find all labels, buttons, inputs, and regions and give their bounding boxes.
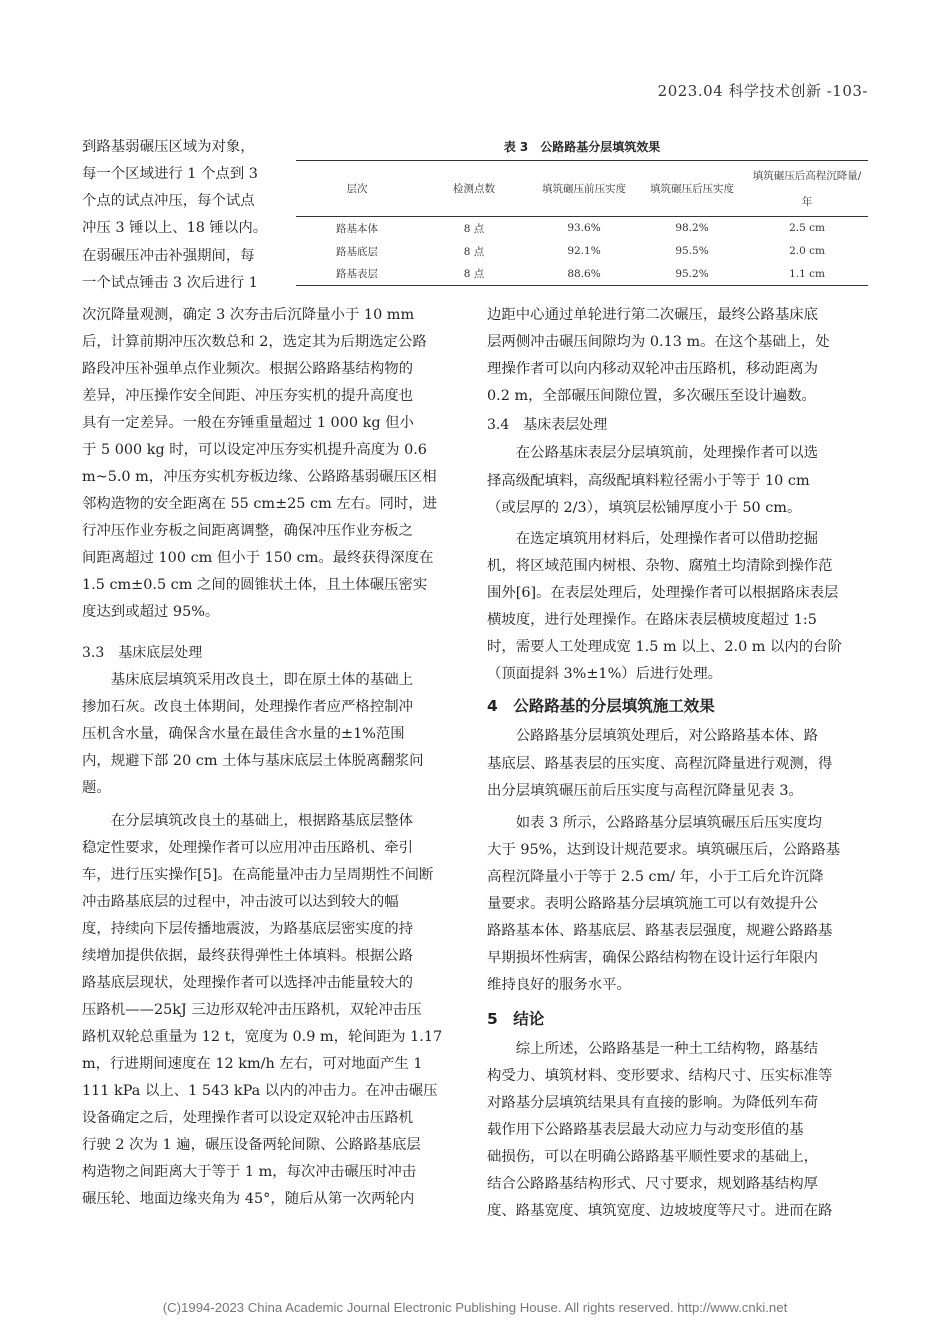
table-row bbox=[296, 263, 868, 286]
left-line-16: 间距离超过 100 cm 但小于 150 cm。最终获得深度在 bbox=[82, 550, 434, 566]
table-cell: 98.2% bbox=[675, 222, 709, 235]
table-caption: 表 3 公路路基分层填筑效果 bbox=[503, 140, 661, 154]
left-line-39: 碾压轮、地面边缘夹角为 45°，随后从第一次两轮内 bbox=[82, 1191, 415, 1207]
left-line-37: 行驶 2 次为 1 遍，碾压设备两轮间隙、公路路基底层 bbox=[82, 1137, 421, 1153]
right-line-31: 础损伤，可以在明确公路路基平顺性要求的基础上， bbox=[487, 1149, 818, 1165]
right-line-29: 对路基分层填筑结果具有直接的影响。为降低列车荷 bbox=[487, 1095, 818, 1111]
left-line-27 bbox=[82, 862, 433, 888]
table-header-cell: 填筑碾压后高程沉降量/年 bbox=[752, 169, 862, 208]
left-line-18: 度达到或超过 95%。 bbox=[82, 604, 220, 620]
left-line-34: m，行进期间速度在 12 km/h 左右，可对地面产生 1 bbox=[82, 1056, 423, 1072]
table-cell: 2.0 cm bbox=[789, 245, 825, 257]
right-line-2: 层两侧冲击碾压间隙均为 0.13 m。在这个基础上，处 bbox=[487, 334, 830, 350]
section-5-heading: 5 结论 bbox=[487, 1010, 545, 1028]
right-line-33: 度、路基宽度、填筑宽度、边坡坡度等尺寸。进而在路 bbox=[487, 1203, 833, 1219]
table-cell: 路基本体 bbox=[336, 222, 378, 235]
right-line-13: 时，需要人工处理成宽 1.5 m 以上、2.0 m 以内的台阶 bbox=[487, 639, 842, 655]
table-row bbox=[296, 240, 868, 263]
table-cell: 92.1% bbox=[567, 245, 601, 257]
left-line-1: 到路基弱碾压区域为对象， bbox=[82, 139, 255, 155]
left-line-26: 稳定性要求，处理操作者可以应用冲击压路机、牵引 bbox=[82, 840, 413, 856]
table-cell: 2.5 cm bbox=[789, 222, 825, 235]
left-line-33: 路机双轮总重量为 12 t，宽度为 0.9 m，轮间距为 1.17 bbox=[82, 1029, 443, 1045]
right-line-17: 基底层、路基表层的压实度、高程沉降量进行观测，得 bbox=[487, 756, 833, 772]
left-line-21: 掺加石灰。改良土体期间，处理操作者应严格控制冲 bbox=[82, 699, 413, 715]
right-line-1: 边距中心通过单轮进行第二次碾压，最终公路基床底 bbox=[487, 307, 818, 323]
left-line-38: 构造物之间距离大于等于 1 m，每次冲击碾压时冲击 bbox=[82, 1164, 417, 1180]
right-line-28: 构受力、填筑材料、变形要求、结构尺寸、压实标准等 bbox=[487, 1068, 833, 1084]
table-cell: 路基底层 bbox=[336, 245, 378, 258]
right-line-7: 择高级配填料，高级配填料粒径需小于等于 10 cm bbox=[487, 473, 810, 489]
right-line-16: 公路路基分层填筑处理后，对公路路基本体、路 bbox=[487, 728, 818, 744]
left-line-35: 111 kPa 以上、1 543 kPa 以内的冲击力。在冲击碾压 bbox=[82, 1083, 438, 1099]
left-line-28: 冲击路基底层的过程中，冲击波可以达到较大的幅 bbox=[82, 894, 399, 910]
table-cell: 1.1 cm bbox=[789, 267, 825, 280]
right-line-20: 大于 95%，达到设计规范要求。填筑碾压后，公路路基 bbox=[487, 842, 841, 858]
right-line-10: 机，将区域范围内树根、杂物、腐殖土均清除到操作范 bbox=[487, 558, 833, 574]
table-cell: 8 点 bbox=[463, 222, 485, 235]
table-header-cell: 检测点数 bbox=[453, 182, 495, 195]
left-line-11: 具有一定差异。一般在夯锤重量超过 1 000 kg 但小 bbox=[82, 415, 414, 431]
left-line-24: 题。 bbox=[82, 780, 111, 796]
left-line-12: 于 5 000 kg 时，可以设定冲压夯实机提升高度为 0.6 bbox=[82, 442, 427, 458]
table-header-cell: 填筑碾压前压实度 bbox=[542, 182, 626, 195]
right-line-19: 如表 3 所示，公路路基分层填筑碾压后压实度均 bbox=[487, 815, 822, 831]
left-line-7: 次沉降量观测，确定 3 次夯击后沉降量小于 10 mm bbox=[82, 307, 415, 323]
table-cell: 8 点 bbox=[463, 245, 485, 258]
left-line-8: 后，计算前期冲压次数总和 2，选定其为后期选定公路 bbox=[82, 334, 427, 350]
section-3-3-heading: 3.3 基床底层处理 bbox=[82, 645, 203, 661]
right-line-27: 综上所述，公路路基是一种土工结构物，路基结 bbox=[487, 1041, 818, 1057]
table-header-row bbox=[296, 161, 868, 217]
left-line-9: 路段冲压补强单点作业频次。根据公路路基结构物的 bbox=[82, 361, 413, 377]
right-line-30: 载作用下公路路基表层最大动应力与动变形值的基 bbox=[487, 1122, 804, 1138]
right-line-6: 在公路基床表层分层填筑前，处理操作者可以选 bbox=[487, 445, 818, 461]
right-line-8: （或层厚的 2/3），填筑层松铺厚度小于 50 cm。 bbox=[487, 500, 802, 516]
results-table bbox=[296, 160, 868, 286]
left-line-2: 每一个区域进行 1 个点到 3 bbox=[82, 166, 258, 182]
left-line-14: 邻构造物的安全距离在 55 cm±25 cm 左右。同时，进 bbox=[82, 496, 438, 512]
table-cell: 95.2% bbox=[675, 267, 709, 280]
table-cell: 93.6% bbox=[567, 222, 601, 235]
left-line-5: 在弱碾压冲击补强期间，每 bbox=[82, 248, 255, 264]
right-line-23: 路路基本体、路基底层、路基表层强度，规避公路路基 bbox=[487, 923, 833, 939]
copyright-footer: (C)1994-2023 China Academic Journal Electronic Publishing House. All rights reserved. http://www.cnki.net bbox=[162, 1300, 788, 1315]
table-cell: 95.5% bbox=[675, 245, 709, 257]
table-cell: 8 点 bbox=[463, 268, 485, 281]
right-line-12: 横坡度，进行处理操作。在路床表层横坡度超过 1:5 bbox=[487, 612, 817, 628]
right-line-18: 出分层填筑碾压前后压实度与高程沉降量见表 3。 bbox=[487, 783, 803, 799]
right-line-21: 高程沉降量小于等于 2.5 cm/ 年，小于工后允许沉降 bbox=[487, 869, 824, 885]
left-line-25: 在分层填筑改良土的基础上，根据路基底层整体 bbox=[82, 813, 413, 829]
right-line-32: 结合公路路基结构形式、尺寸要求，规划路基结构厚 bbox=[487, 1176, 818, 1192]
page-header: 2023.04 科学技术创新 ‐103‐ bbox=[657, 82, 868, 100]
table-cell: 路基表层 bbox=[336, 268, 378, 281]
table-row bbox=[296, 217, 868, 240]
table-header-cell: 层次 bbox=[346, 182, 368, 195]
right-line-4: 0.2 m，全部碾压间隙位置，多次碾压至设计遍数。 bbox=[487, 388, 816, 404]
left-line-29: 度，持续向下层传播地震波，为路基底层密实度的持 bbox=[82, 921, 413, 937]
right-line-11: 围外[6]。在表层处理后，处理操作者可以根据路床表层 bbox=[487, 585, 839, 601]
right-line-3: 理操作者可以向内移动双轮冲击压路机，移动距离为 bbox=[487, 361, 818, 377]
left-line-4: 冲压 3 锤以上、18 锤以内。 bbox=[82, 220, 268, 236]
left-line-36: 设备确定之后，处理操作者可以设定双轮冲击压路机 bbox=[82, 1110, 413, 1126]
left-line-13: m~5.0 m，冲压夯实机夯板边缘、公路路基弱碾压区相 bbox=[82, 469, 437, 485]
left-line-17: 1.5 cm±0.5 cm 之间的圆锥状土体，且土体碾压密实 bbox=[82, 577, 428, 593]
table-cell: 88.6% bbox=[567, 267, 601, 280]
right-line-25: 维持良好的服务水平。 bbox=[487, 977, 631, 993]
section-4-heading: 4 公路路基的分层填筑施工效果 bbox=[487, 697, 715, 715]
left-line-10: 差异，冲压操作安全间距、冲压夯实机的提升高度也 bbox=[82, 388, 413, 404]
left-line-27-text: 车，进行压实操作[5]。在高能量冲击力呈周期性不间断 bbox=[82, 867, 434, 883]
table-header-cell: 填筑碾压后压实度 bbox=[650, 182, 734, 195]
left-line-15: 行冲压作业夯板之间距离调整，确保冲压作业夯板之 bbox=[82, 523, 413, 539]
left-line-22: 压机含水量，确保含水量在最佳含水量的±1%范围 bbox=[82, 726, 405, 742]
left-line-32: 压路机——25kJ 三边形双轮冲击压路机，双轮冲击压 bbox=[82, 1002, 422, 1018]
left-line-31: 路基底层现状，处理操作者可以选择冲击能量较大的 bbox=[82, 975, 413, 991]
right-line-24: 早期损坏性病害，确保公路结构物在设计运行年限内 bbox=[487, 950, 818, 966]
right-line-9: 在选定填筑用材料后，处理操作者可以借助挖掘 bbox=[487, 531, 818, 547]
right-line-14: （顶面提斜 3%±1%）后进行处理。 bbox=[487, 666, 722, 682]
left-line-30: 续增加提供依据，最终获得弹性土体填料。根据公路 bbox=[82, 948, 413, 964]
left-line-6: 一个试点锤击 3 次后进行 1 bbox=[82, 275, 258, 291]
left-line-3: 个点的试点冲压，每个试点 bbox=[82, 193, 255, 209]
right-line-22: 量要求。表明公路路基分层填筑施工可以有效提升公 bbox=[487, 896, 818, 912]
left-line-20: 基床底层填筑采用改良土，即在原土体的基础上 bbox=[82, 672, 413, 688]
left-line-23: 内，规避下部 20 cm 土体与基床底层土体脱离翻浆问 bbox=[82, 753, 424, 769]
section-3-4-heading: 3.4 基床表层处理 bbox=[487, 417, 608, 433]
